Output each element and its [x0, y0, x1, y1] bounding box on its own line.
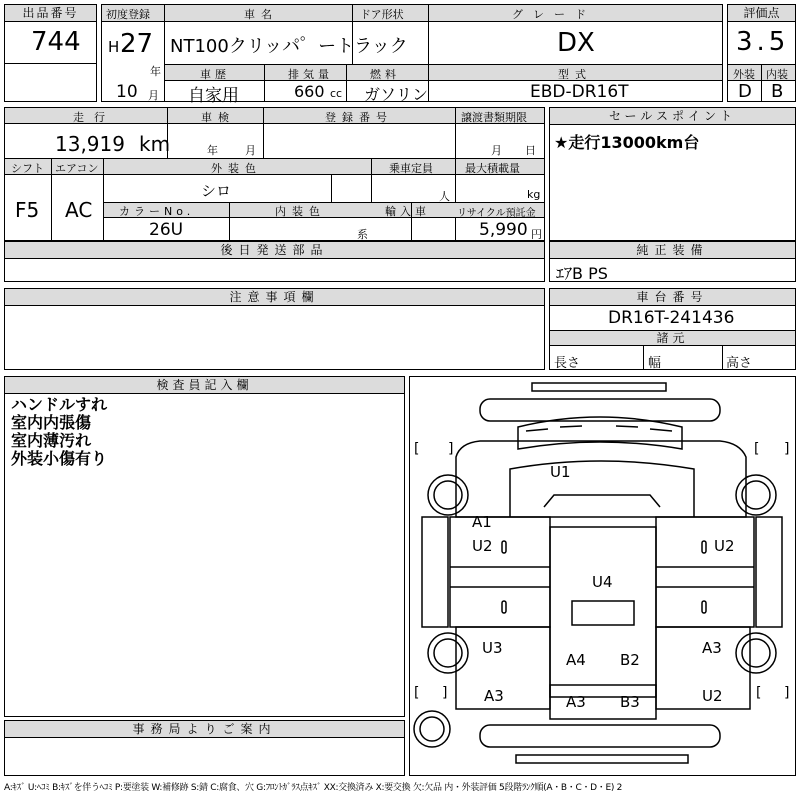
grade: DX	[557, 28, 595, 58]
ext-label: 外装	[733, 68, 755, 81]
vehicle-diagram	[409, 376, 796, 776]
recycle-label: リサイクル預託金	[457, 208, 536, 219]
int-color-unit: 系	[357, 228, 368, 241]
transfer-label: 譲渡書類期限	[461, 111, 527, 124]
inspector-line-2: 室内内張傷	[11, 413, 92, 432]
first-reg-label: 初度登録	[106, 8, 150, 21]
capacity-label: 乗車定員	[389, 162, 433, 175]
bracket-right-bottom-close: ]	[784, 685, 790, 701]
transfer-month-unit: 月	[491, 144, 502, 157]
mark-a3-center: A3	[566, 693, 586, 711]
lot-label: 出品番号	[5, 5, 96, 22]
ext-grade: D	[738, 81, 752, 102]
office-label: 事務局よりご案内	[5, 721, 404, 738]
ac: AC	[65, 198, 93, 222]
lot-box	[4, 4, 97, 102]
year-unit: 年	[150, 65, 161, 78]
color-no: 26U	[149, 220, 184, 240]
vehicle-details	[4, 107, 545, 241]
fuel: ガソリン	[364, 85, 429, 104]
mark-u1: U1	[550, 463, 571, 481]
history: 自家用	[188, 86, 239, 106]
int-label: 内装	[766, 68, 788, 81]
shift: F5	[15, 198, 40, 222]
dims-width: 幅	[648, 356, 662, 371]
sales-point-text: ★走行13000km台	[554, 133, 700, 152]
mark-a3-right: A3	[702, 639, 722, 657]
inspector-line-1: ハンドルすれ	[11, 395, 108, 414]
dims-length: 長さ	[554, 356, 581, 371]
mileage-label: 走行	[73, 111, 115, 124]
car-name-label: 車名	[244, 8, 278, 21]
score: 3.5	[736, 27, 790, 57]
header-grid	[101, 4, 723, 106]
mileage-unit: km	[139, 132, 171, 156]
bracket-right-bottom: [	[756, 685, 762, 701]
recycle: 5,990	[479, 220, 528, 240]
mark-u2-rear: U2	[702, 687, 723, 705]
inspector-box	[4, 376, 405, 717]
later-parts-box	[4, 241, 545, 282]
notes-box	[4, 288, 545, 370]
bracket-left-bottom: [	[414, 685, 420, 701]
reg-month: 10	[116, 82, 138, 102]
ac-label: エアコン	[55, 162, 99, 175]
inspector-line-4: 外装小傷有り	[11, 449, 108, 468]
door-label: ドア形状	[360, 8, 404, 21]
score-label: 評価点	[728, 5, 795, 22]
int-grade: B	[771, 81, 784, 102]
equipment-label: 純正装備	[550, 242, 795, 259]
bracket-left-bottom-close: ]	[442, 685, 448, 701]
mark-u4: U4	[592, 573, 613, 591]
mark-a3-left: A3	[484, 687, 504, 705]
mark-u3: U3	[482, 639, 503, 657]
chassis-number: DR16T-241436	[608, 308, 735, 328]
ext-color: シロ	[201, 182, 232, 200]
inspector-label: 検査員記入欄	[5, 377, 404, 394]
color-no-label: カラーNo.	[119, 205, 195, 218]
load-label: 最大積載量	[465, 162, 520, 175]
import-label: 輸入車	[385, 205, 430, 218]
dims-label: 諸元	[550, 331, 795, 346]
ext-color-label: 外装色	[211, 162, 262, 175]
grade-label: グレード	[512, 8, 596, 21]
model: EBD-DR16T	[530, 82, 629, 102]
inspector-line-3: 室内薄汚れ	[11, 431, 92, 450]
model-label: 型式	[558, 68, 592, 81]
dims-height: 高さ	[726, 356, 753, 371]
mark-b3: B3	[620, 693, 640, 711]
mark-b2: B2	[620, 651, 640, 669]
recycle-unit: 円	[531, 228, 542, 241]
mark-a1-left: A1	[472, 513, 492, 531]
displacement: 660	[294, 82, 325, 101]
month-unit: 月	[148, 89, 159, 102]
era: H	[108, 38, 120, 56]
sales-point-box	[549, 107, 796, 241]
mark-a4: A4	[566, 651, 586, 669]
mileage: 13,919	[55, 132, 125, 156]
reg-year: 27	[120, 29, 154, 59]
equipment-box	[549, 241, 796, 282]
bracket-right-top-close: ]	[784, 441, 790, 457]
equipment-text: ｴｱB PS	[556, 264, 608, 283]
score-box	[727, 4, 796, 102]
mark-u2-left: U2	[472, 537, 493, 555]
office-box	[4, 720, 405, 776]
transfer-day-unit: 日	[525, 144, 536, 157]
int-color-label: 内装色	[275, 205, 326, 218]
chassis-label: 車台番号	[550, 289, 795, 306]
displacement-unit: cc	[330, 87, 343, 100]
insp-year-unit: 年	[207, 144, 218, 157]
notes-label: 注意事項欄	[5, 289, 544, 306]
history-label: 車歴	[200, 68, 230, 81]
lot-number: 744	[31, 27, 81, 57]
displacement-label: 排気量	[288, 68, 333, 81]
inspection-label: 車検	[201, 111, 235, 124]
bracket-left-top-close: ]	[448, 441, 454, 457]
chassis-box	[549, 288, 796, 370]
later-parts-label: 後日発送部品	[5, 242, 544, 259]
bracket-left-top: [	[414, 441, 420, 457]
fuel-label: 燃料	[370, 68, 400, 81]
bracket-right-top: [	[754, 441, 760, 457]
car-name: NT100クリッパ゜ートラック	[170, 36, 408, 57]
shift-label: シフト	[11, 162, 44, 175]
sales-point-label: セールスポイント	[550, 108, 795, 125]
mark-u2-right: U2	[714, 537, 735, 555]
capacity-unit: 人	[439, 190, 450, 203]
load-unit: kg	[527, 188, 541, 201]
reg-no-label: 登録番号	[325, 111, 393, 124]
insp-month-unit: 月	[245, 144, 256, 157]
legend: A:ｷｽﾞ U:ﾍｺﾐ B:ｷｽﾞを伴うﾍｺﾐ P:要塗装 W:補修跡 S:錆 C:腐食、穴 G:ﾌﾛﾝﾄｶﾞﾗｽ点ｷｽﾞ XX:交換済み X:要交換 欠:欠品 内・外装評価 5段階ﾗﾝｸ順(A・B・C・D・E) 2	[4, 783, 623, 793]
